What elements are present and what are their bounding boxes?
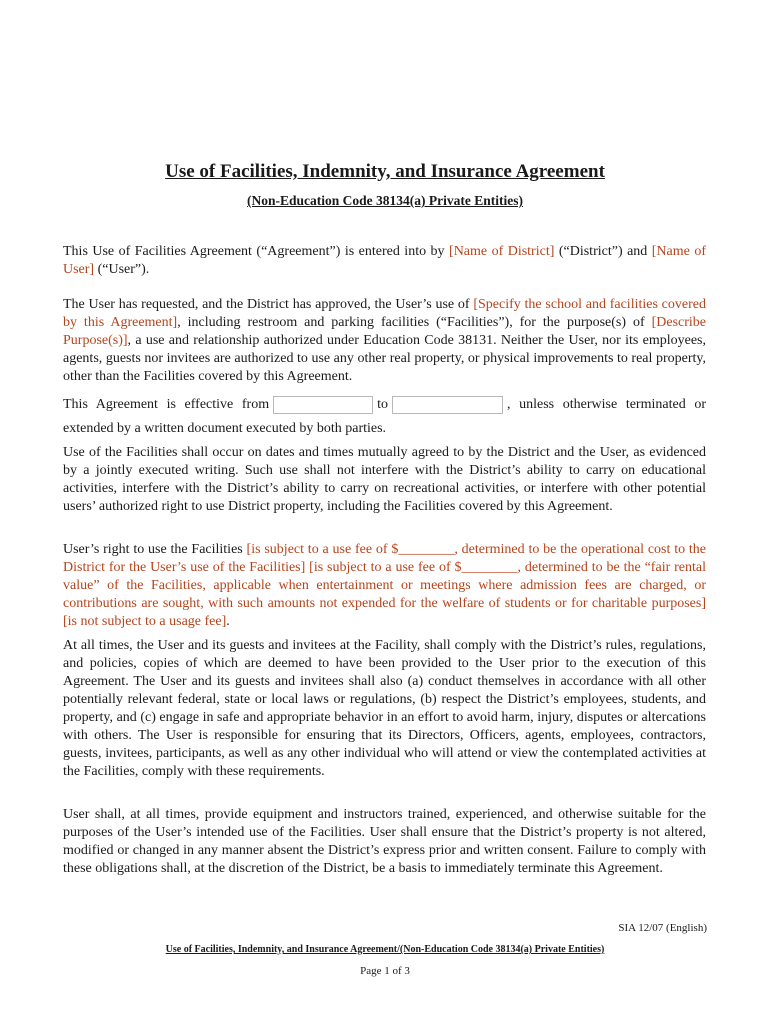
paragraph-compliance: At all times, the User and its guests and invitees at the Facility, shall comply with the District’s rules, regulations, and policies, copies of which are deemed to have been provided to the User prior to the execution of this Agreement. The User and its guests and invitees shall also (a) conduct themselves in accordance with all other potentially relevant federal, state or local laws or regulations, (b) respect the District’s employees, students, and property, and (c) engage in safe and appropriate behavior in an effort to avoid harm, injury, disputes or altercations with others. The User is responsible for ensuring that its Directors, Officers, agents, employees, contractors, guests, invitees, participants, as well as any other individual who will attend or view the contemplated activities at the Facilities, comply with these requirements. (63, 638, 706, 779)
start-date-field[interactable] (273, 396, 373, 414)
text: (“User”). (94, 262, 150, 277)
paragraph-parties (63, 243, 706, 279)
paragraph-fees (63, 541, 706, 631)
text: The User has requested, and the District has approved, the User’s use of (63, 297, 474, 312)
paragraph-equipment: User shall, at all times, provide equipment and instructors trained, experienced, and otherwise suitable for the purposes of the User’s intended use of the Facilities. User shall ensure that the District’s property is not altered, modified or changed in any manner absent the District’s express prior and written consent. Failure to comply with these obligations shall, at the discretion of the District, be a basis to immediately terminate this Agreement. (63, 807, 706, 876)
text: (“District”) and (554, 244, 652, 259)
text: , unless otherwise terminated or extended by a written document executed by both parties. (63, 397, 706, 436)
footer-title: Use of Facilities, Indemnity, and Insurance Agreement/(Non-Education Code 38134(a) Private Entities) (165, 944, 605, 955)
paragraph-scheduling: Use of the Facilities shall occur on dates and times mutually agreed to by the District and the User, as evidenced by a jointly executed writing. Such use shall not interfere with the District’s ability to carry on educational activities, interfere with the District’s ability to carry on recreational activities, or interfere with other potential users’ authorized right to use District property, including the Facilities covered by this Agreement. (63, 445, 706, 514)
placeholder-facilities: [Specify the school and facilities covered by this Agreement] (63, 297, 706, 330)
document-title: Use of Facilities, Indemnity, and Insurance Agreement (165, 161, 605, 182)
text: to (377, 397, 388, 412)
placeholder-fee-options: [is subject to a use fee of $________, determined to be the operational cost to the District for the User’s use of the Facilities] [is subject to a use fee of $________, determined to be the “fair rental value” of the Facilities, applicable when entertainment or meetings where admission fees are charged, or contributions are sought, with such amounts not expended for the welfare of students or for charitable purposes] [is not subject to a usage fee] (63, 542, 706, 629)
text: , a use and relationship authorized under Education Code 38131. Neither the User, nor its employees, agents, guests nor invitees are authorized to use any other real property, or physical improvements to real property, other than the Facilities covered by this Agreement. (63, 333, 706, 384)
placeholder-district-name: [Name of District] (449, 244, 555, 259)
text: , including restroom and parking facilities (“Facilities”), for the purpose(s) of (177, 315, 652, 330)
form-id: SIA 12/07 (English) (618, 922, 707, 934)
text: This Use of Facilities Agreement (“Agreement”) is entered into by (63, 244, 450, 259)
text: This Agreement is effective from (63, 397, 270, 412)
paragraph-term (63, 393, 706, 441)
text: User’s right to use the Facilities (63, 542, 247, 557)
placeholder-user-name: [Name of User] (63, 244, 706, 277)
paragraph-facilities (63, 296, 706, 386)
document-subtitle: (Non-Education Code 38134(a) Private Entities) (247, 193, 523, 208)
placeholder-purpose: [Describe Purpose(s)] (63, 315, 706, 348)
text: . (226, 614, 230, 629)
end-date-field[interactable] (392, 396, 503, 414)
page-number: Page 1 of 3 (360, 965, 410, 977)
